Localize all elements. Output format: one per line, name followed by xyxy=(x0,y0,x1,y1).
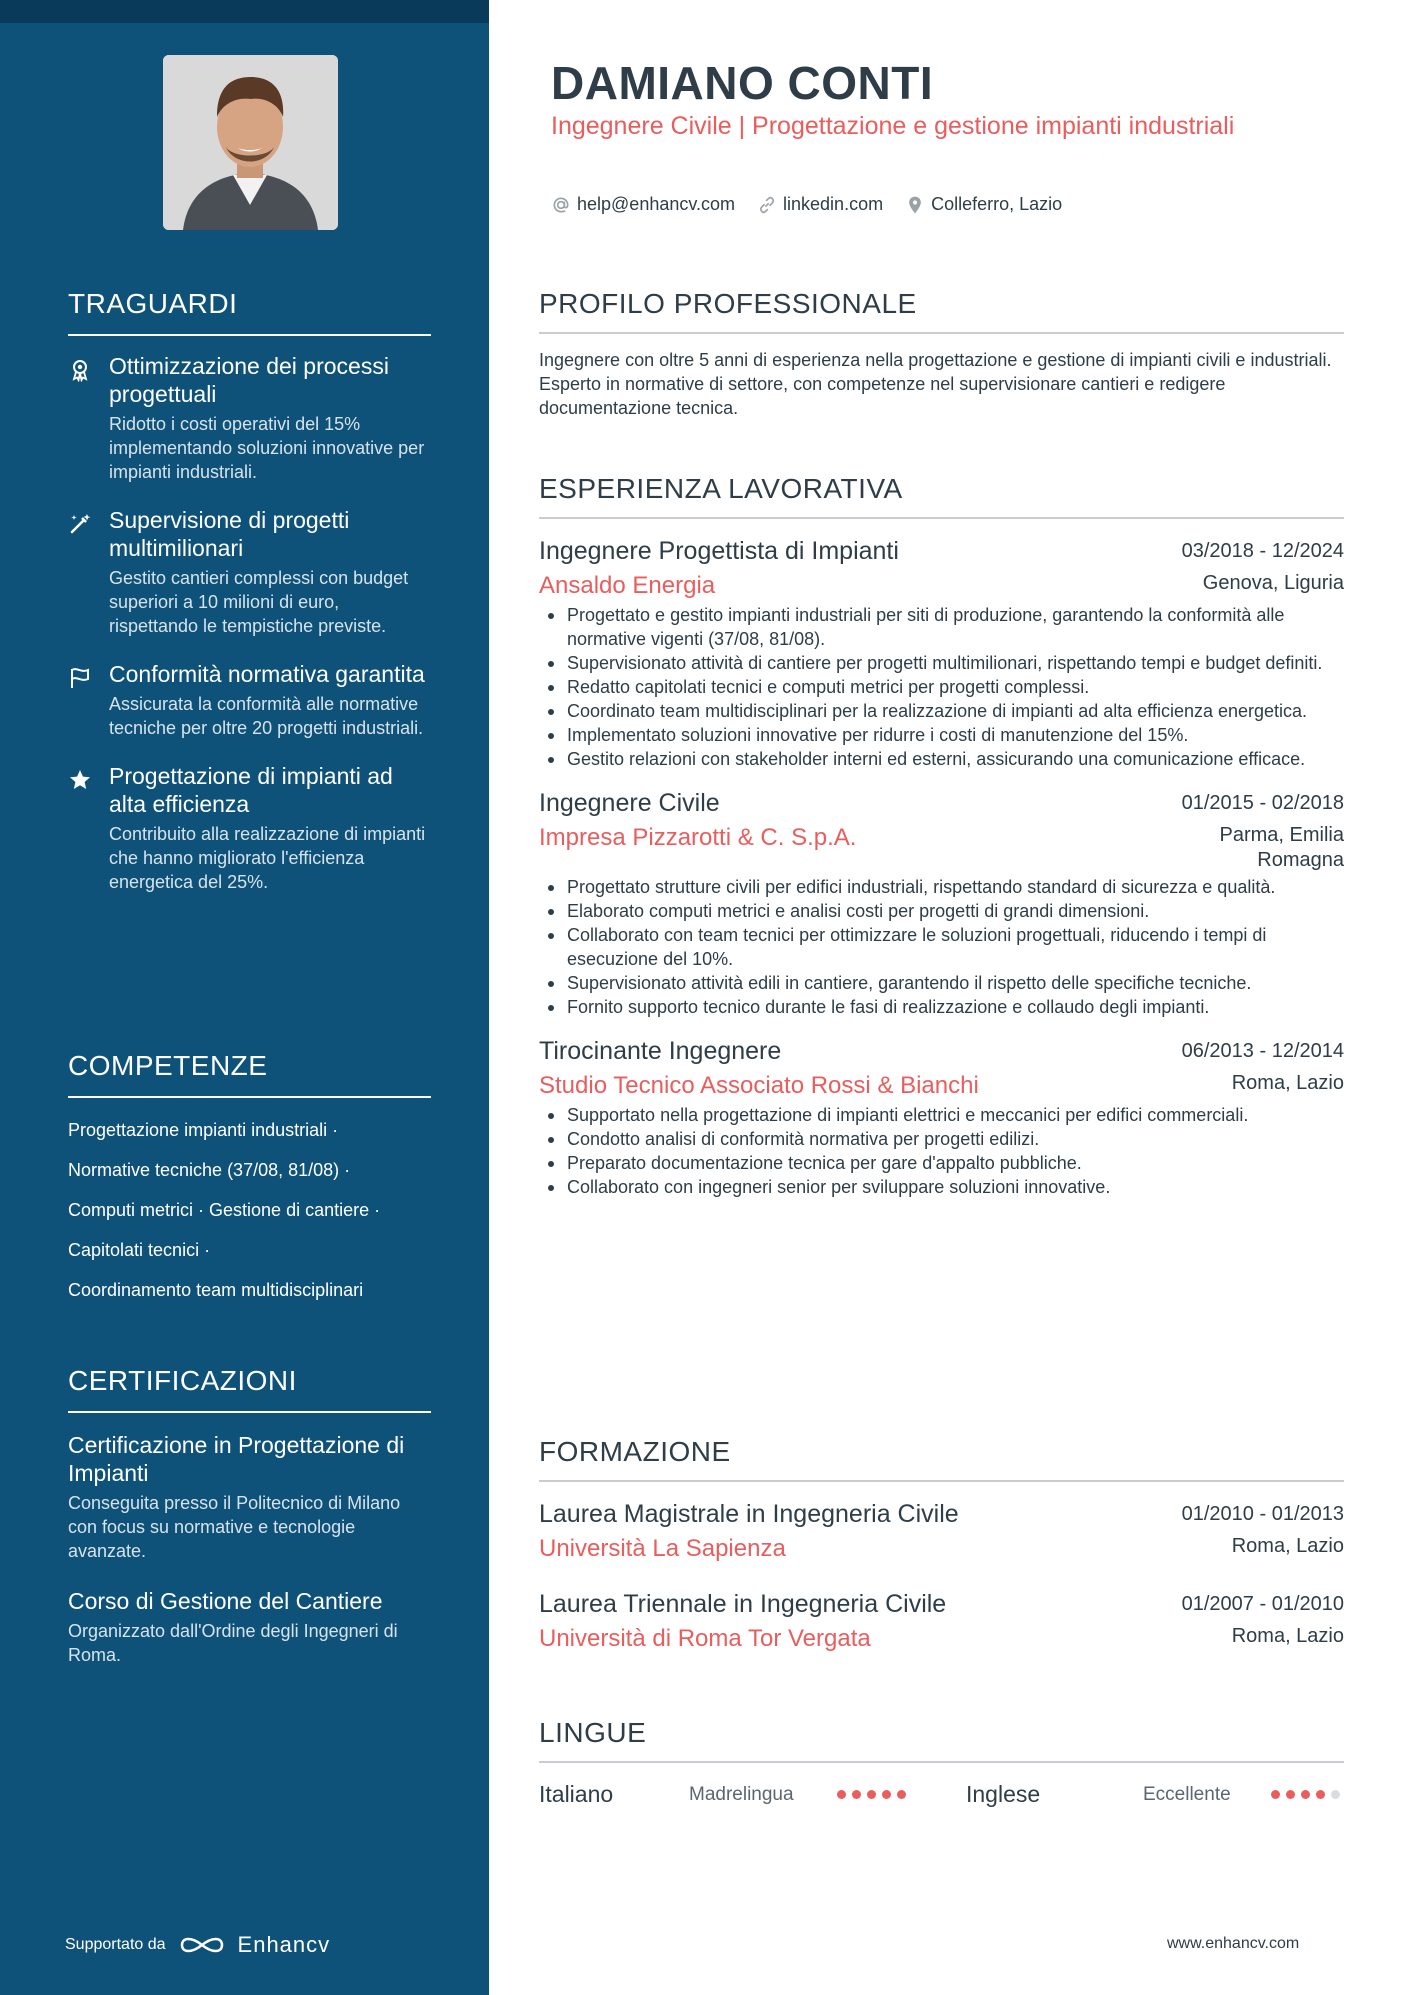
experience-title: ESPERIENZA LAVORATIVA xyxy=(539,473,1344,519)
link-icon xyxy=(757,195,777,215)
job-location: Roma, Lazio xyxy=(1231,1072,1344,1094)
achievement-item xyxy=(68,660,431,740)
contact-location xyxy=(905,194,1062,215)
achievement-title: Supervisione di progetti multimilionari xyxy=(109,507,350,561)
job-entry xyxy=(539,535,1344,771)
bullet: Collaborato con team tecnici per ottimizzare le soluzioni progettuali, riducendo i tempi di esecuzione del 10%. xyxy=(539,923,1344,971)
language-rating xyxy=(837,1790,966,1799)
bullet: Coordinato team multidisciplinari per la realizzazione di impianti ad alta efficienza energetica. xyxy=(539,699,1344,723)
job-title: Ingegnere Civile xyxy=(539,789,720,817)
rating-dot xyxy=(1316,1790,1325,1799)
achievements-title: TRAGUARDI xyxy=(68,288,431,336)
linkedin-text: linkedin.com xyxy=(783,194,884,214)
bullet: Gestito relazioni con stakeholder interni ed esterni, assicurando una comunicazione efficace. xyxy=(539,747,1344,771)
candidate-name: DAMIANO CONTI xyxy=(551,57,934,109)
education-entry xyxy=(539,1498,1344,1564)
job-bullets xyxy=(539,875,1344,1019)
degree-date: 01/2007 - 01/2010 xyxy=(1181,1593,1344,1615)
bullet: Fornito supporto tecnico durante le fasi di realizzazione e collaudo degli impianti. xyxy=(539,995,1344,1019)
bullet: Progettato e gestito impianti industriali per siti di produzione, garantendo la conformità alle normative vigenti (37/08, 81/08). xyxy=(539,603,1344,651)
job-company: Impresa Pizzarotti & C. S.p.A. xyxy=(539,824,857,851)
achievement-item xyxy=(68,762,431,894)
job-date: 01/2015 - 02/2018 xyxy=(1181,792,1344,814)
rating-dot xyxy=(1271,1790,1280,1799)
achievement-desc: Contribuito alla realizzazione di impianti che hanno migliorato l'efficienza energetica del 25%. xyxy=(109,824,426,892)
job-company: Studio Tecnico Associato Rossi & Bianchi xyxy=(539,1072,979,1099)
achievement-desc: Gestito cantieri complessi con budget superiori a 10 milioni di euro, rispettando le tempistiche previste. xyxy=(109,568,409,636)
candidate-subtitle: Ingegnere Civile | Progettazione e gestione impianti industriali xyxy=(551,112,1235,140)
school-name: Università di Roma Tor Vergata xyxy=(539,1625,871,1652)
skill-line: Coordinamento team multidisciplinari xyxy=(68,1280,364,1300)
rating-dot xyxy=(1331,1790,1340,1799)
contact-linkedin[interactable] xyxy=(757,194,883,215)
wand-icon xyxy=(68,512,92,536)
footer-site[interactable]: www.enhancv.com xyxy=(1167,1935,1300,1952)
achievement-desc: Ridotto i costi operativi del 15% implementando soluzioni innovative per impianti industriali. xyxy=(109,414,425,482)
powered-by xyxy=(65,1932,330,1958)
cert-title: Corso di Gestione del Cantiere xyxy=(68,1588,383,1614)
job-title: Tirocinante Ingegnere xyxy=(539,1037,782,1065)
job-location: Genova, Liguria xyxy=(1202,572,1344,594)
education-entry xyxy=(539,1588,1344,1654)
degree-date: 01/2010 - 01/2013 xyxy=(1181,1503,1344,1525)
award-icon xyxy=(68,358,92,382)
job-company: Ansaldo Energia xyxy=(539,572,716,599)
education-section xyxy=(539,1436,1344,1654)
languages-title: LINGUE xyxy=(539,1717,1344,1763)
star-icon xyxy=(68,768,92,792)
flag-icon xyxy=(68,666,92,690)
skill-line: Computi metrici · Gestione di cantiere · xyxy=(68,1200,381,1220)
school-location: Roma, Lazio xyxy=(1231,1625,1344,1647)
language-level: Madrelingua xyxy=(689,1783,794,1805)
job-date: 03/2018 - 12/2024 xyxy=(1181,540,1344,562)
contact-bar xyxy=(551,194,1062,215)
bullet: Supportato nella progettazione di impianti elettrici e meccanici per edifici commerciali. xyxy=(539,1103,1344,1127)
language-name: Inglese xyxy=(966,1781,1041,1807)
bullet: Collaborato con ingegneri senior per sviluppare soluzioni innovative. xyxy=(539,1175,1344,1199)
achievement-item xyxy=(68,506,431,638)
profile-section xyxy=(539,288,1344,420)
degree-title: Laurea Magistrale in Ingegneria Civile xyxy=(539,1500,959,1528)
sidebar xyxy=(0,0,489,1995)
contact-email[interactable] xyxy=(551,194,735,215)
languages-section xyxy=(539,1717,1344,1808)
rating-dot xyxy=(1301,1790,1310,1799)
skills-list xyxy=(68,1118,431,1302)
job-bullets xyxy=(539,603,1344,771)
achievement-title: Progettazione di impianti ad alta efficienza xyxy=(109,763,393,817)
achievement-item xyxy=(68,352,431,484)
job-title: Ingegnere Progettista di Impianti xyxy=(539,537,899,565)
job-entry xyxy=(539,787,1344,1019)
location-pin-icon xyxy=(905,195,925,215)
profile-text: Ingegnere con oltre 5 anni di esperienza nella progettazione e gestione di impianti civili e industriali. Esperto in normative di settore, con competenze nel supervisionare cantieri e redigere documentazione tecnica. xyxy=(539,350,1332,418)
rating-dot xyxy=(882,1790,891,1799)
bullet: Condotto analisi di conformità normativa per progetti edilizi. xyxy=(539,1127,1344,1151)
school-location: Roma, Lazio xyxy=(1231,1535,1344,1557)
job-date: 06/2013 - 12/2014 xyxy=(1181,1040,1344,1062)
achievement-desc: Assicurata la conformità alle normative tecniche per oltre 20 progetti industriali. xyxy=(109,694,424,738)
bullet: Supervisionato attività di cantiere per progetti multimilionari, rispettando tempi e budget definiti. xyxy=(539,651,1344,675)
skill-line: Capitolati tecnici · xyxy=(68,1240,211,1260)
achievements-section xyxy=(68,288,431,894)
email-text: help@enhancv.com xyxy=(577,194,736,214)
at-icon xyxy=(551,195,571,215)
cert-title: Certificazione in Progettazione di Impianti xyxy=(68,1432,405,1486)
achievement-title: Ottimizzazione dei processi progettuali xyxy=(109,353,389,407)
profile-photo xyxy=(163,55,338,230)
language-rating xyxy=(1271,1790,1340,1799)
enhancv-logo-icon xyxy=(178,1933,226,1957)
skill-line: Normative tecniche (37/08, 81/08) · xyxy=(68,1160,351,1180)
bullet: Supervisionato attività edili in cantiere, garantendo il rispetto delle specifiche tecniche. xyxy=(539,971,1344,995)
job-location: Parma, Emilia Romagna xyxy=(1219,824,1344,871)
cert-desc: Conseguita presso il Politecnico di Milano con focus su normative e tecnologie avanzate. xyxy=(68,1493,401,1561)
job-entry xyxy=(539,1035,1344,1199)
skills-section xyxy=(68,1050,431,1318)
degree-title: Laurea Triennale in Ingegneria Civile xyxy=(539,1590,947,1618)
rating-dot xyxy=(852,1790,861,1799)
language-name: Italiano xyxy=(539,1781,614,1807)
language-level: Eccellente xyxy=(1143,1783,1231,1805)
bullet: Progettato strutture civili per edifici industriali, rispettando standard di sicurezza e qualità. xyxy=(539,875,1344,899)
rating-dot xyxy=(897,1790,906,1799)
bullet: Preparato documentazione tecnica per gare d'appalto pubbliche. xyxy=(539,1151,1344,1175)
languages-row xyxy=(539,1781,1344,1808)
location-text: Colleferro, Lazio xyxy=(931,194,1063,214)
rating-dot xyxy=(867,1790,876,1799)
job-bullets xyxy=(539,1103,1344,1199)
certifications-title: CERTIFICAZIONI xyxy=(68,1365,431,1413)
rating-dot xyxy=(837,1790,846,1799)
experience-section xyxy=(539,473,1344,1199)
bullet: Implementato soluzioni innovative per ridurre i costi di manutenzione del 15%. xyxy=(539,723,1344,747)
bullet: Redatto capitolati tecnici e computi metrici per progetti complessi. xyxy=(539,675,1344,699)
certifications-section xyxy=(68,1365,431,1667)
enhancv-brand[interactable]: Enhancv xyxy=(237,1932,331,1957)
rating-dot xyxy=(1286,1790,1295,1799)
sidebar-top-bar xyxy=(0,0,489,23)
school-name: Università La Sapienza xyxy=(539,1535,786,1562)
powered-by-label: Supportato da xyxy=(65,1936,166,1953)
education-title: FORMAZIONE xyxy=(539,1436,1344,1482)
cert-desc: Organizzato dall'Ordine degli Ingegneri di Roma. xyxy=(68,1621,398,1665)
profile-title: PROFILO PROFESSIONALE xyxy=(539,288,1344,334)
achievement-title: Conformità normativa garantita xyxy=(109,661,425,687)
skills-title: COMPETENZE xyxy=(68,1050,431,1098)
skill-line: Progettazione impianti industriali · xyxy=(68,1120,339,1140)
bullet: Elaborato computi metrici e analisi costi per progetti di grandi dimensioni. xyxy=(539,899,1344,923)
